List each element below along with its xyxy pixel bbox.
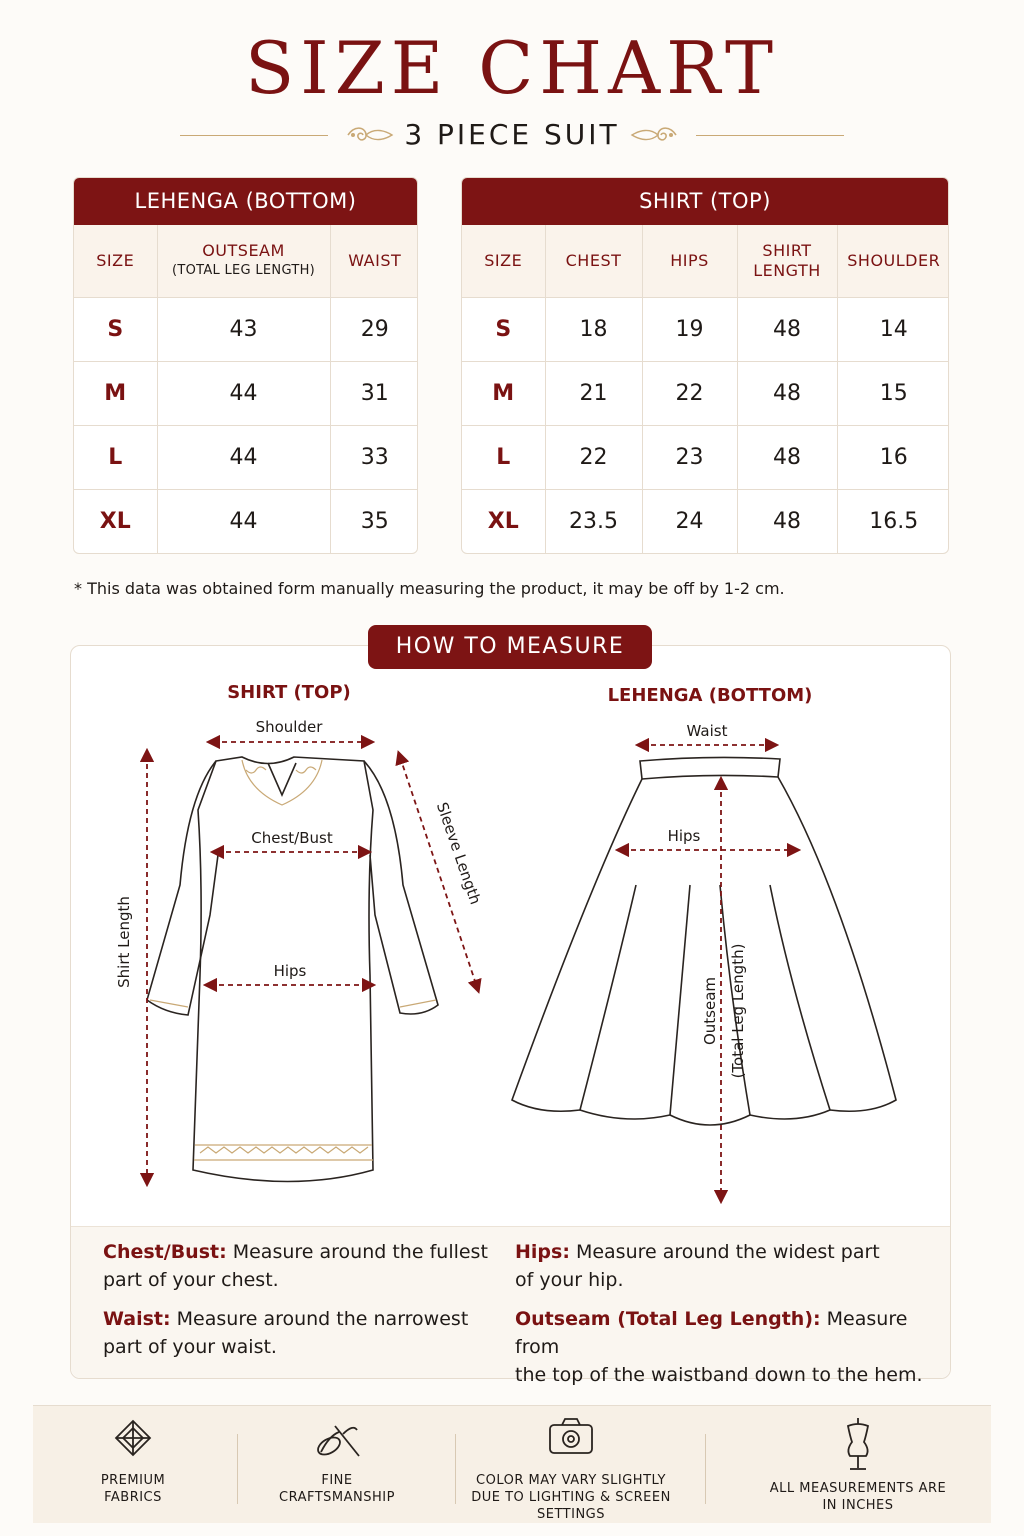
waist-label: Waist — [686, 722, 728, 740]
size-cell: M — [462, 361, 545, 425]
column-header-size: SIZE — [74, 225, 157, 297]
shoulder-cell: 16 — [837, 425, 949, 489]
footer-features — [33, 1405, 991, 1523]
measurement-diagrams — [70, 645, 951, 1225]
outseam-cell: 44 — [157, 361, 330, 425]
lehenga-outline — [512, 757, 896, 1125]
how-to-measure-title: HOW TO MEASURE — [368, 625, 652, 669]
shirt-length-label: Shirt Length — [115, 896, 133, 988]
waist-description: Waist: Measure around the narrowest part of your waist. — [103, 1308, 469, 1358]
column-header-waist: WAIST — [330, 225, 418, 297]
waist-cell: 35 — [360, 508, 389, 534]
length-cell: 48 — [737, 489, 837, 553]
waist-cell: 31 — [330, 361, 418, 425]
shirt-diagram-title: SHIRT (TOP) — [227, 682, 351, 703]
ornament-left-icon — [344, 122, 396, 148]
column-header-outseam: OUTSEAM (TOTAL LEG LENGTH) — [157, 225, 330, 297]
lehenga-hips-label: Hips — [667, 827, 701, 845]
size-cell: XL — [74, 489, 157, 553]
size-cell: S — [462, 297, 545, 361]
outseam-label: Outseam — [701, 976, 719, 1046]
waist-cell: 29 — [330, 297, 418, 361]
lehenga-size-table — [73, 177, 418, 554]
subtitle-row — [0, 118, 1024, 154]
chest-cell: 21 — [545, 361, 642, 425]
footer-divider — [237, 1434, 238, 1504]
table-row — [74, 489, 418, 553]
chest-cell: 18 — [545, 297, 642, 361]
knot-icon — [111, 1416, 155, 1460]
outseam-cell: 44 — [157, 489, 330, 553]
length-cell: 48 — [737, 425, 837, 489]
hips-cell: 19 — [642, 297, 737, 361]
table-row — [462, 489, 949, 553]
feature-measurement-units: ALL MEASUREMENTS ARE IN INCHES — [753, 1406, 963, 1524]
outseam-cell: 43 — [157, 297, 330, 361]
hips-description: Hips: Measure around the widest part of your hip. — [515, 1241, 880, 1291]
column-header-shirt-length: SHIRT LENGTH — [737, 225, 837, 297]
page-title: SIZE CHART — [244, 26, 780, 110]
length-cell: 48 — [737, 361, 837, 425]
waist-cell: 33 — [330, 425, 418, 489]
footer-divider — [705, 1434, 706, 1504]
column-header-size: SIZE — [462, 225, 545, 297]
lehenga-diagram-title: LEHENGA (BOTTOM) — [607, 685, 813, 706]
column-header-chest: CHEST — [545, 225, 642, 297]
shoulder-cell: 15 — [837, 361, 949, 425]
shoulder-label: Shoulder — [255, 718, 323, 736]
chest-cell: 22 — [545, 425, 642, 489]
divider-line-right — [696, 135, 844, 136]
hips-cell: 24 — [642, 489, 737, 553]
shirt-size-table — [461, 177, 949, 554]
page-subtitle: 3 PIECE SUIT — [404, 118, 620, 151]
table-row — [462, 361, 949, 425]
table-header-row — [74, 225, 418, 297]
lehenga-table-header: LEHENGA (BOTTOM) — [74, 178, 417, 225]
column-header-hips: HIPS — [642, 225, 737, 297]
length-cell: 48 — [737, 297, 837, 361]
table-row — [74, 425, 418, 489]
ornament-right-icon — [628, 122, 680, 148]
shirt-hips-label: Hips — [273, 962, 307, 980]
table-row — [74, 361, 418, 425]
feature-color-note: COLOR MAY VARY SLIGHTLY DUE TO LIGHTING & SCREEN SETTINGS — [471, 1406, 671, 1524]
table-row — [74, 297, 418, 361]
shoulder-cell: 16.5 — [869, 508, 919, 534]
outseam-description: Outseam (Total Leg Length): Measure from the top of the waistband down to the hem. — [515, 1308, 923, 1386]
measurement-note: * This data was obtained form manually measuring the product, it may be off by 1-2 cm. — [74, 579, 785, 598]
size-cell: M — [74, 361, 157, 425]
table-row — [462, 425, 949, 489]
size-cell: XL — [462, 489, 545, 553]
sleeve-length-label: Sleeve Length — [432, 799, 485, 907]
size-cell: L — [462, 425, 545, 489]
feature-premium-fabrics: PREMIUM FABRICS — [53, 1406, 213, 1524]
hips-cell: 22 — [642, 361, 737, 425]
camera-icon — [547, 1416, 595, 1456]
dress-form-icon — [842, 1416, 874, 1472]
chest-description: Chest/Bust: Measure around the fullest part of your chest. — [103, 1241, 488, 1291]
divider-line-left — [180, 135, 328, 136]
table-header-row — [462, 225, 949, 297]
footer-divider — [455, 1434, 456, 1504]
outseam-cell: 44 — [157, 425, 330, 489]
shoulder-cell: 14 — [837, 297, 949, 361]
chest-label: Chest/Bust — [251, 829, 333, 847]
hips-cell: 23 — [642, 425, 737, 489]
needle-thread-icon — [309, 1416, 365, 1464]
feature-fine-craftsmanship: FINE CRAFTSMANSHIP — [257, 1406, 417, 1524]
shirt-table-header: SHIRT (TOP) — [462, 178, 948, 225]
size-cell: L — [74, 425, 157, 489]
chest-cell: 23.5 — [545, 489, 642, 553]
size-cell: S — [74, 297, 157, 361]
table-row — [462, 297, 949, 361]
column-header-shoulder: SHOULDER — [837, 225, 949, 297]
outseam-sub-label: (Total Leg Length) — [729, 943, 747, 1079]
